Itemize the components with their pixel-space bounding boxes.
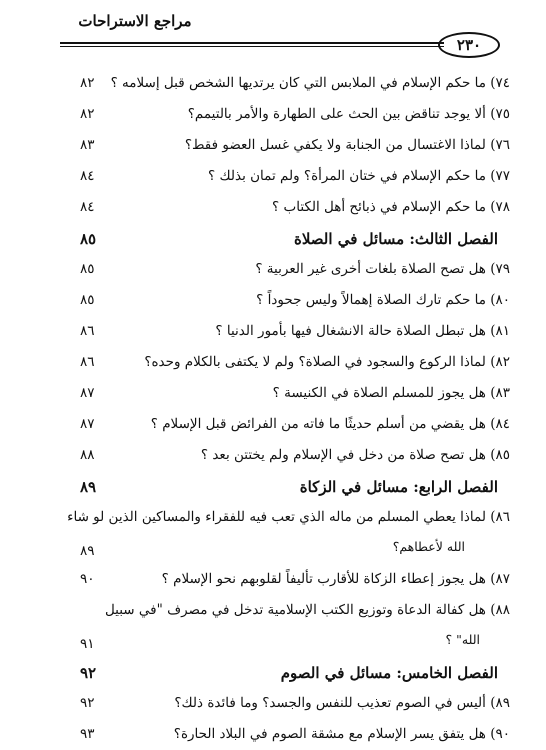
header-rule [60, 42, 444, 44]
entry-page: ٨٣ [80, 137, 95, 153]
entry-text: ٨١) هل تبطل الصلاة حالة الانشغال فيها بأمور الدنيا ؟ [215, 323, 510, 339]
chapter-heading [40, 223, 510, 254]
running-title: مراجع الاستراحات [78, 12, 192, 30]
entry-text: ٨٩) أليس في الصوم تعذيب للنفس والجسد؟ وما فائدة ذلك؟ [174, 695, 510, 711]
toc-entry [40, 192, 510, 223]
entry-text: ٧٩) هل تصح الصلاة بلغات أخرى غير العربية ؟ [255, 261, 510, 277]
toc-entry [40, 595, 510, 657]
entry-page: ٨٥ [80, 292, 95, 308]
entry-text: ٧٧) ما حكم الإسلام في ختان المرأة؟ ولم تمان بذلك ؟ [208, 168, 510, 184]
entry-text-continued: الله لأعطاهم؟ [392, 539, 465, 554]
toc-entry [40, 161, 510, 192]
entry-page: ٩٣ [80, 726, 95, 742]
chapter-title: الفصل الرابع: مسائل في الزكاة [299, 478, 498, 496]
entry-page: ٨٢ [80, 106, 95, 122]
chapter-heading [40, 471, 510, 502]
entry-page: ٨٨ [80, 447, 95, 463]
entry-text: ٨٧) هل يجوز إعطاء الزكاة للأقارب تأليفاً لقلوبهم نحو الإسلام ؟ [161, 571, 510, 587]
entry-text: ٨٠) ما حكم تارك الصلاة إهمالاً وليس جحوداً ؟ [256, 292, 510, 308]
entry-page: ٨٧ [80, 416, 95, 432]
entry-text: ٨٤) هل يقضي من أسلم حديثًا ما فاته من الفرائض قبل الإسلام ؟ [150, 416, 510, 432]
toc-entry [40, 68, 510, 99]
entry-text: ٨٦) لماذا يعطي المسلم من ماله الذي تعب فيه للفقراء والمساكين الذين لو شاء [67, 509, 510, 525]
chapter-page: ٩٢ [80, 664, 97, 682]
toc-entry [40, 99, 510, 130]
chapter-page: ٨٩ [80, 478, 97, 496]
chapter-title: الفصل الخامس: مسائل في الصوم [280, 664, 498, 682]
chapter-title: الفصل الثالث: مسائل في الصلاة [293, 230, 498, 248]
entry-page: ٨٩ [80, 543, 95, 559]
page-header [60, 12, 496, 54]
entry-text: ٨٨) هل كفالة الدعاة وتوزيع الكتب الإسلامية تدخل في مصرف "في سبيل [104, 602, 510, 618]
entry-page: ٩١ [80, 636, 95, 652]
entry-page: ٨٤ [80, 199, 95, 215]
entry-text: ٧٨) ما حكم الإسلام في ذبائح أهل الكتاب ؟ [272, 199, 510, 215]
toc-entry [40, 347, 510, 378]
toc-entry [40, 316, 510, 347]
entry-text: ٨٣) هل يجوز للمسلم الصلاة في الكنيسة ؟ [272, 385, 510, 401]
entry-page: ٨٦ [80, 323, 95, 339]
header-rule-thin [60, 46, 444, 47]
entry-page: ٩٠ [80, 571, 95, 587]
entry-text: ٧٥) ألا يوجد تناقض بين الحث على الطهارة والأمر بالتيمم؟ [187, 106, 510, 122]
chapter-page: ٨٥ [80, 230, 97, 248]
entry-page: ٨٦ [80, 354, 95, 370]
entry-text: ٧٦) لماذا الاغتسال من الجنابة ولا يكفي غسل العضو فقط؟ [184, 137, 510, 153]
toc-entry [40, 564, 510, 595]
page-number: ٢٣٠ [438, 32, 500, 58]
entry-text: ٩٠) هل يتفق يسر الإسلام مع مشقة الصوم في البلاد الحارة؟ [173, 726, 510, 742]
toc-list [40, 68, 510, 750]
toc-entry [40, 502, 510, 564]
toc-entry [40, 254, 510, 285]
toc-entry [40, 440, 510, 471]
entry-page: ٨٧ [80, 385, 95, 401]
toc-entry [40, 378, 510, 409]
entry-page: ٨٥ [80, 261, 95, 277]
chapter-heading [40, 657, 510, 688]
entry-text: ٨٥) هل تصح صلاة من دخل في الإسلام ولم يختتن بعد ؟ [200, 447, 510, 463]
entry-page: ٩٢ [80, 695, 95, 711]
entry-page: ٨٤ [80, 168, 95, 184]
entry-page: ٨٢ [80, 75, 95, 91]
entry-text-continued: الله" ؟ [445, 632, 480, 647]
toc-entry [40, 409, 510, 440]
toc-entry [40, 719, 510, 750]
entry-text: ٧٤) ما حكم الإسلام في الملابس التي كان يرتديها الشخص قبل إسلامه ؟ [110, 75, 510, 91]
toc-entry [40, 130, 510, 161]
toc-entry [40, 285, 510, 316]
toc-entry [40, 688, 510, 719]
entry-text: ٨٢) لماذا الركوع والسجود في الصلاة؟ ولم لا يكتفى بالكلام وحده؟ [144, 354, 510, 370]
